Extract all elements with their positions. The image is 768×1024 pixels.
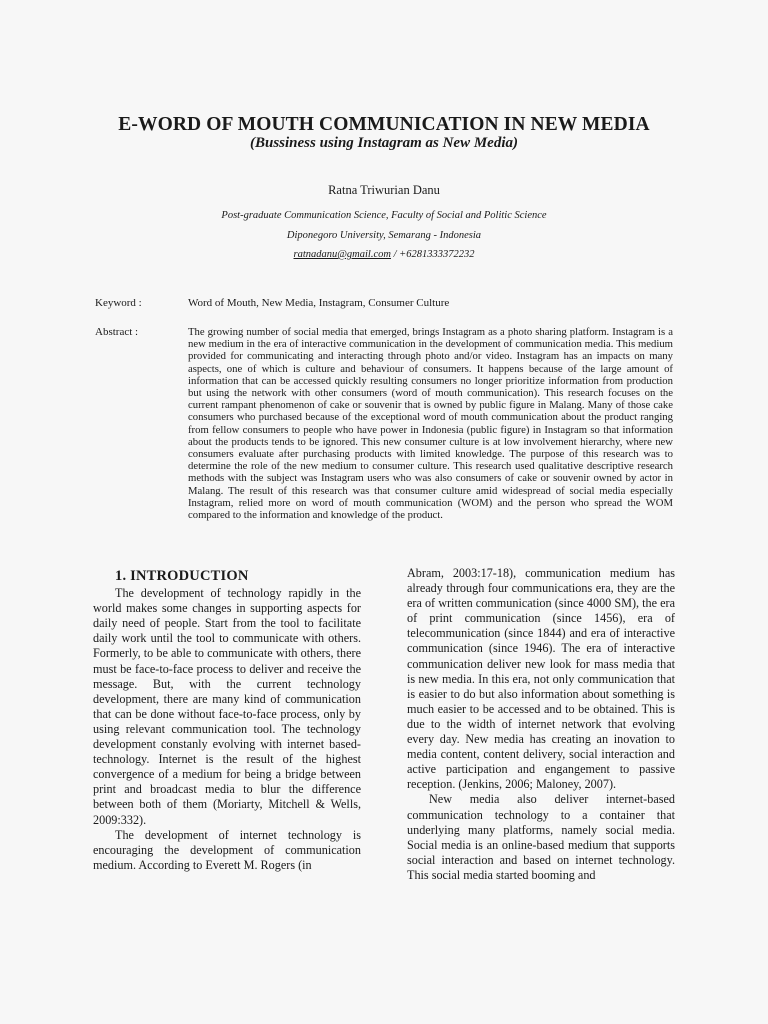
keyword-text: Word of Mouth, New Media, Instagram, Consumer Culture [188, 297, 450, 309]
intro-paragraph-3: Abram, 2003:17-18), communication medium has already through four communications era, they are the era of written communication (since 4000 SM), the era of print communication (since 1456), era of telecommunication (since 1844) and era of interactive communication (since 1946). The era of interactive communication deliver new look for mass media that is new media. In this era, not only communication that is easier to do but also information about something is much easier to be accessed and to be obtained. This is due to the width of internet network that evolving every day. New media has creating an inovation to media content, content delivery, social interaction and active participation and engangement to passive reception. (Jenkins, 2006; Maloney, 2007). [407, 566, 675, 792]
intro-paragraph-2: The development of internet technology is encouraging the development of communication medium. According to Everett M. Rogers (in [93, 827, 361, 872]
affiliation-university: Diponegoro University, Semarang - Indonesia [286, 230, 482, 241]
author-name: Ratna Triwurian Danu [328, 183, 440, 197]
abstract-text: The growing number of social media that emerged, brings Instagram as a photo sharing platform. Instagram is a new medium in the era of interactive communication in the development of communication media. This medium provided for communicating and interacting through photo and/or video. Instagram has an impacts on many aspects, one of which is culture and behaviour of consumers. It happens because of the large amount of information that can be accessed quickly resulting consumers no longer prioritize information from production but using the network with other consumers (word of mouth communication). This research focuses on the current rampant phenomenon of cake or souvenir that is owned by public figure in Malang. Many of those cake consumers who purchased because of the exceptional word of mouth communication about the product ranging from fellow consumers to people who have power in Indonesia (public figure) in Instagram so that information about the products tends to be ignored. This new consumer culture is at low involvement hierarchy, where new consumers evaluate after purchasing products with limited knowledge. The purpose of this research was to determine the role of the new medium to consumer culture. This research used qualitative descriptive research methods with the subject was Instagram users who was also consumers of cake or souvenir owned by actor in Malang. The result of this research was that consumer culture amid widespread of social media especially Instagram, relied more on word of mouth communication (WOM) and the person who spread the WOM compared to the information and knowledge of the product. [188, 326, 673, 522]
author-email-link[interactable]: ratnadanu@gmail.com [293, 249, 391, 260]
body-column-left [93, 566, 361, 873]
paper-title: E-WORD OF MOUTH COMMUNICATION IN NEW MEDIA [118, 114, 650, 135]
author-phone: / +6281333372232 [390, 249, 475, 260]
affiliation-faculty: Post-graduate Communication Science, Faculty of Social and Politic Science [221, 210, 547, 221]
intro-paragraph-4: New media also deliver internet-based communication technology to a container that underlying many platforms, namely social media. Social media is an online-based medium that supports social interaction and based on internet technology. This social media started booming and [407, 792, 675, 882]
section-heading-introduction: 1. INTRODUCTION [115, 568, 249, 584]
paper-subtitle: (Bussiness using Instagram as New Media) [250, 135, 518, 151]
keyword-label: Keyword : [95, 297, 142, 309]
abstract-label: Abstract : [95, 326, 139, 338]
intro-paragraph-1: The development of technology rapidly in the world makes some changes in supporting aspects for daily need of people. Start from the tool to facilitate daily work until the tool to communicate with others. Formerly, to be able to communicate with others, there must be face-to-face process to deliver and receive the message. But, with the current technology development, there are many kind of communication that can be done without face-to-face process, only by using relevant communication tool. The technology development constanly evolving with internet based-technology. Internet is the result of the highest convergence of a medium for being a bridge between print and broadcast media to blur the difference between both of them (Moriarty, Mitchell & Wells, 2009:332). [93, 586, 361, 827]
author-contact [0, 249, 768, 260]
body-column-right [407, 566, 675, 883]
